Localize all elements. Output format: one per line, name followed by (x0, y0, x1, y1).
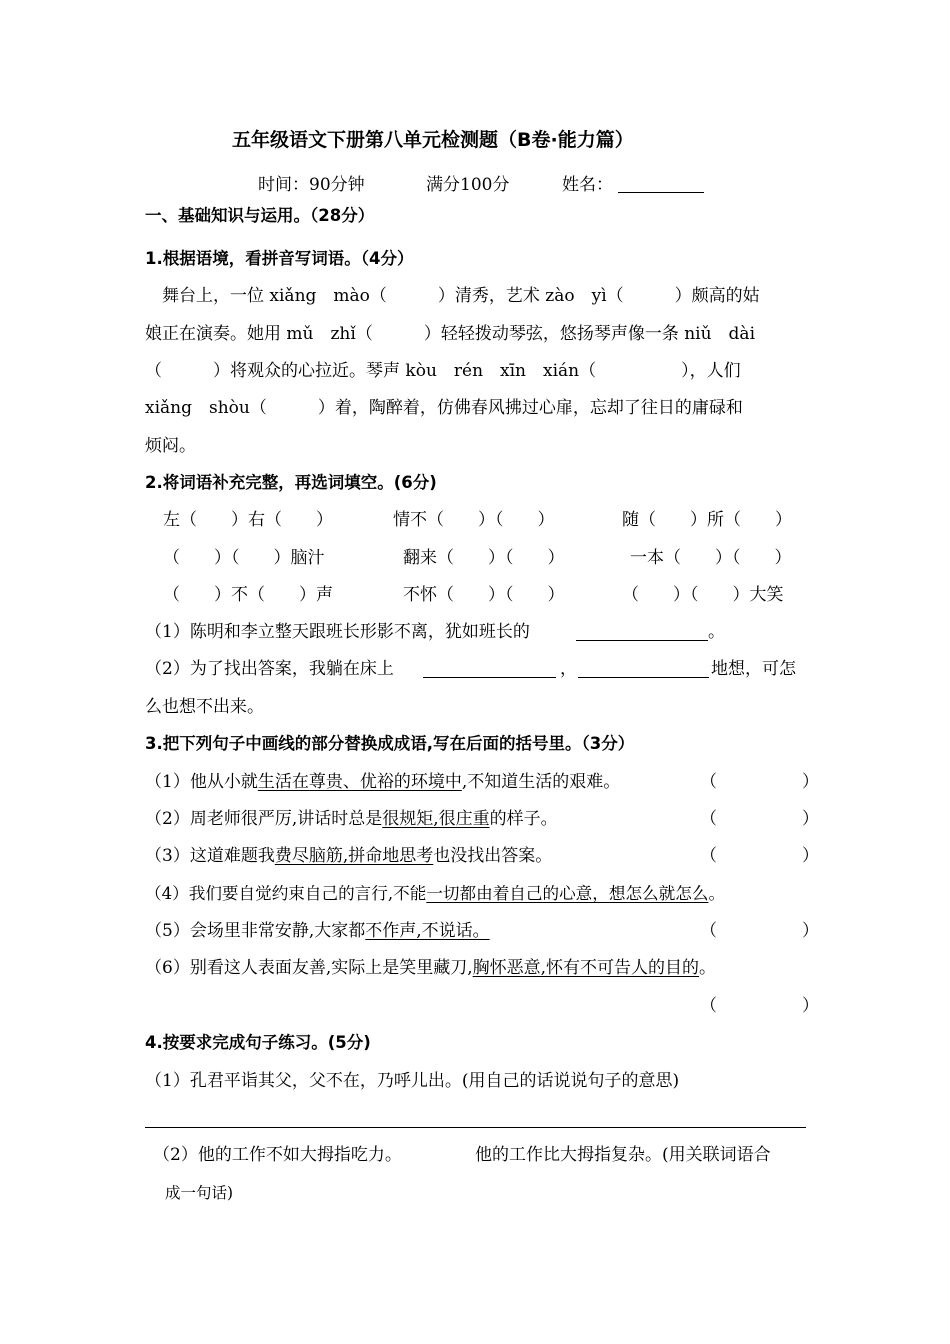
q3-item-2 (145, 809, 558, 829)
page-title: 五年级语文下册第八单元检测题（B卷·能力篇） (232, 129, 634, 151)
q1-line-4: xiǎng shòu（ ）着，陶醉着，仿佛春风拂过心扉，忘却了往日的庸碌和 (145, 398, 743, 418)
idiom-cell[interactable]: （ ）（ ）大笑 (622, 585, 784, 605)
q2-s1-end: 。 (708, 622, 725, 642)
q3-item-post: 。 (708, 884, 726, 903)
q3-item-pre: （4）我们要自觉约束自己的言行,不能 (145, 884, 427, 903)
q1-line-2: 娘正在演奏。她用 mǔ zhǐ（ ）轻轻拨动琴弦，悠扬琴声像一条 niǔ dài (145, 324, 756, 344)
q3-item-3 (145, 846, 552, 866)
idiom-cell[interactable]: （ ）（ ）脑汁 (163, 548, 325, 568)
question-3-heading: 3.把下列句子中画线的部分替换成成语,写在后面的括号里。（3分） (145, 734, 635, 753)
q3-item-post: 的样子。 (489, 809, 558, 829)
q3-item-pre: （5）会场里非常安静,大家都 (145, 921, 366, 941)
q2-sentence-1: （1）陈明和李立整天跟班长形影不离，犹如班长的 (145, 622, 530, 642)
underlined-phrase: 生活在尊贵、优裕的环境中 (257, 772, 462, 792)
q3-item-pre: （2）周老师很严厉,讲话时总是 (145, 809, 383, 829)
q4-answer-line[interactable] (145, 1127, 806, 1128)
q3-item-1 (145, 772, 620, 792)
underlined-phrase: 不作声,不说话。 (365, 921, 490, 941)
answer-paren[interactable]: （ ） (700, 996, 819, 1016)
idiom-cell[interactable]: 翻来（ ）（ ） (403, 548, 565, 568)
idiom-cell[interactable]: 左（ ）右（ ） (163, 510, 333, 530)
q3-item-6 (145, 958, 716, 978)
underlined-phrase: 很规矩,很庄重 (382, 809, 490, 829)
section-heading: 一、基础知识与运用。（28分） (145, 206, 375, 225)
answer-paren[interactable]: （ ） (700, 921, 819, 941)
q2-s2-tail: 地想，可怎 (711, 659, 796, 679)
question-2-heading: 2.将词语补充完整，再选词填空。(6分) (145, 473, 437, 492)
q2-s2-comma: ， (560, 659, 577, 679)
q4-sentence-2a: （2）他的工作不如大拇指吃力。 (153, 1145, 402, 1165)
q3-item-post: 也没找出答案。 (433, 846, 553, 866)
time-label: 时间：90分钟 (258, 175, 365, 195)
name-blank[interactable] (618, 192, 704, 193)
q4-sentence-1: （1）孔君平诣其父，父不在，乃呼儿出。(用自己的话说说句子的意思) (145, 1071, 680, 1091)
idiom-cell[interactable]: 随（ ）所（ ） (622, 510, 792, 530)
q2-s2-blank-2[interactable] (578, 677, 709, 678)
idiom-cell[interactable]: 不怀（ ）（ ） (403, 585, 565, 605)
idiom-cell[interactable]: 一本（ ）（ ） (630, 548, 792, 568)
q2-s2-blank-1[interactable] (423, 677, 556, 678)
q3-item-5 (145, 921, 490, 941)
underlined-phrase: 费尽脑筋,拼命地思考 (274, 846, 434, 866)
q4-sentence-2c: 成一句话) (165, 1184, 234, 1202)
q1-line-3: （ ）将观众的心拉近。琴声 kòu rén xīn xián（ ），人们 (145, 361, 741, 381)
q1-line-1: 舞台上，一位 xiǎng mào（ ）清秀，艺术 zào yì（ ）颇高的姑 (145, 286, 760, 306)
q2-sentence-2-cont: 么也想不出来。 (145, 697, 264, 717)
q3-item-4 (145, 884, 725, 904)
answer-paren[interactable]: （ ） (700, 846, 819, 866)
answer-paren[interactable]: （ ） (700, 772, 819, 792)
q3-item-pre: （1）他从小就 (145, 772, 258, 792)
score-label: 满分100分 (426, 175, 510, 195)
q3-item-post: 。 (699, 958, 717, 978)
idiom-cell[interactable]: （ ）不（ ）声 (163, 585, 333, 605)
q2-sentence-2: （2）为了找出答案，我躺在床上 (145, 659, 394, 679)
q1-line-5: 烦闷。 (145, 436, 196, 456)
question-4-heading: 4.按要求完成句子练习。(5分) (145, 1033, 371, 1052)
underlined-phrase: 一切都由着自己的心意，想怎么就怎么 (426, 884, 709, 903)
q4-sentence-2b: 他的工作比大拇指复杂。(用关联词语合 (475, 1145, 771, 1165)
name-label: 姓名： (562, 175, 613, 195)
idiom-cell[interactable]: 情不（ ）（ ） (393, 510, 555, 530)
q3-item-pre: （3）这道难题我 (145, 846, 275, 866)
q2-s1-blank[interactable] (576, 640, 708, 641)
question-1-heading: 1.根据语境，看拼音写词语。（4分） (145, 249, 414, 268)
q3-item-pre: （6）别看这人表面友善,实际上是笑里藏刀, (145, 958, 473, 978)
q3-item-post: ,不知道生活的艰难。 (461, 772, 621, 792)
answer-paren[interactable]: （ ） (700, 809, 819, 829)
underlined-phrase: 胸怀恶意,怀有不可告人的目的 (472, 958, 700, 978)
